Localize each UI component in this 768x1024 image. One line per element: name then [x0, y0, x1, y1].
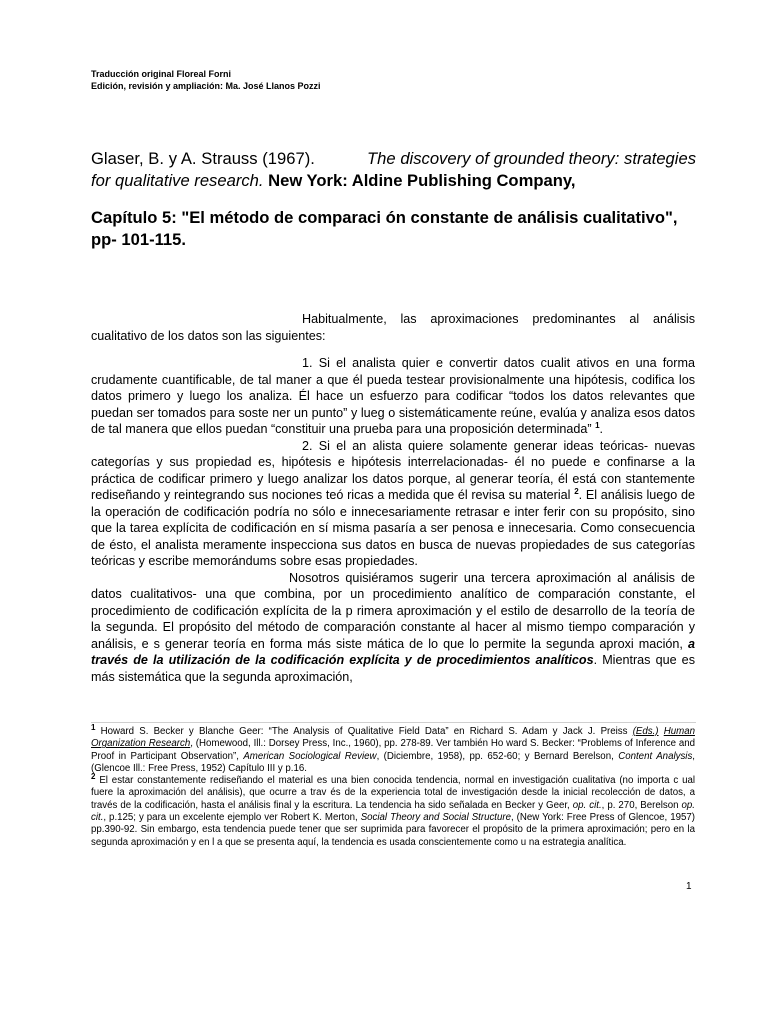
footnote-number: 1 — [91, 722, 96, 732]
paragraph-approach-3 — [91, 570, 695, 686]
paragraph-approach-2 — [91, 438, 695, 570]
footnote-opcit: op. cit. — [91, 799, 695, 824]
paragraph-text-cont: . Mientras que es más sistemática que la segunda aproximación, — [91, 653, 695, 684]
footnote-number: 2 — [91, 771, 96, 781]
footnote-text: El estar constantemente rediseñando el material es una bien conocida tendencia, normal en investigación cualitativa (no importa c ual fuere la aproximación del análisis), que ocurre a trav és de la experiencia total de investigación desde la inicial recolección de datos, a través de la codificación, hasta el análisis final y la escritura. La tendencia ha sido señalada en Becker y Geer, — [91, 775, 695, 811]
paragraph-text-cont: . El análisis luego de la operación de codificación podría no sólo e innecesariamente retrasar e inter ferir con su propósito, sino que la tarea explícita de codificación en sí misma pasaría a ser penosa e innecesaria. Como consecuencia de ésto, el analista meramente inspecciona sus datos en busca de nuevas propiedades de sus categorías teóricas y escribe memorándums sobre esas propiedades. — [91, 488, 695, 568]
paragraph-text: 1. Si el analista quier e convertir datos cualit ativos en una forma crudamente cuantificable, de tal maner a que él pueda testear provisionalmente una hipótesis, codifica los datos primero y luego los analiza. Él hace un esfuerzo para codificar “todos los datos relevantes que puedan ser tomados para soste ner un punto” y lueg o sistemáticamente reúne, evalúa y analiza esos datos de tal manera que ellos puedan “constituir una prueba para una proposición determinada” — [91, 356, 695, 436]
citation-title: The discovery of grounded theory: strategies for qualitative research. — [91, 149, 696, 190]
footnote-1 — [91, 722, 695, 775]
page-number: 1 — [686, 881, 692, 892]
footnote-text: , p.125; y para un excelente ejemplo ver Robert K. Merton, — [103, 812, 358, 824]
bibliographic-citation — [91, 148, 696, 192]
footnote-ref-2: 2 — [574, 486, 579, 496]
footnote-ref-1: 1 — [595, 420, 600, 430]
chapter-title: Capítulo 5: "El método de comparaci ón constante de análisis cualitativo", — [91, 208, 678, 227]
footnotes — [91, 722, 695, 849]
emphasis-text: a través de la utilización de la codificación explícita y de procedimientos analíticos — [91, 636, 695, 667]
footnote-text: Howard S. Becker y Blanche Geer: “The Analysis of Qualitative Field Data” en Richard S. Adam y Jack J. Preiss — [100, 726, 628, 737]
footnote-text: , p. 270, Berelson — [601, 799, 679, 811]
citation-publisher: New York: Aldine Publishing Company, — [268, 171, 576, 190]
paragraph-intro: Habitualmente, las aproximaciones predominantes al análisis cualitativo de los datos son las siguientes: — [91, 312, 695, 343]
translator-credits — [91, 68, 321, 92]
footnote-2 — [91, 771, 695, 849]
body-text — [91, 311, 695, 685]
editor-line: Edición, revisión y ampliación: Ma. José Llanos Pozzi — [91, 81, 321, 91]
translator-line: Traducción original Floreal Forni — [91, 69, 232, 79]
paragraph-approach-1 — [91, 355, 695, 438]
chapter-heading — [91, 207, 696, 251]
footnote-book-title: Content Analysis — [618, 750, 693, 762]
paragraph-text: Nosotros quisiéramos sugerir una tercera aproximación al análisis de datos cualitativos- una que combina, por un procedimiento analítico de comparación constante, el procedimiento de codificación explícita de la p rimera aproximación y el estilo de desarrollo de la teoría de la segunda. El propósito del método de comparación constante al hacer al mismo tiempo comparación y análisis, e s generar teoría en forma más siste mática de lo que lo permite la segunda aproxi mación, — [91, 570, 695, 651]
footnote-divider — [91, 722, 696, 723]
footnote-book-title: Human Organization Research — [91, 726, 695, 750]
footnote-eds: (Eds.) — [632, 726, 659, 737]
footnote-text: , (Glencoe Ill.: Free Press, 1952) Capítulo III y p.16. — [91, 750, 695, 774]
footnote-text: , (New York: Free Press of Glencoe, 1957) pp.390-92. Sin embargo, esta tendencia puede tener que ser suprimida para favorecer el propósito de la primera aproximación; pero en la segunda aproximación y en l a que se presenta aquí, la tendencia es usada conscientemente como u na estrategia analítica. — [91, 812, 695, 848]
footnote-text: , (Diciembre, 1958), pp. 652-60; y Bernard Berelson, — [376, 750, 614, 762]
citation-authors: Glaser, B. y A. Strauss (1967). — [91, 149, 315, 168]
footnote-opcit: op. cit. — [572, 799, 602, 811]
footnote-book-title: Social Theory and Social Structure — [360, 812, 511, 824]
paragraph-end: . — [599, 422, 604, 436]
footnote-journal: American Sociological Review — [243, 750, 377, 762]
paragraph-text: 2. Si el an alista quiere solamente generar ideas teóricas- nuevas categorías y sus propiedad es, hipótesis e hipótesis interrelacionadas- él no puede e confinarse a la práctica de codificar primero y luego analizar los datos porque, al generar teoría, él está con stantemente rediseñando y reintegrando sus nociones teó ricas a medida que él revisa su material — [91, 438, 695, 502]
footnote-text: , (Homewood, Ill.: Dorsey Press, Inc., 1960), pp. 278-89. Ver también Ho ward S. Becker: “Problems of Inference and Proof in Participant Observation”, — [91, 738, 695, 762]
chapter-pages: pp- 101-115. — [91, 230, 187, 249]
